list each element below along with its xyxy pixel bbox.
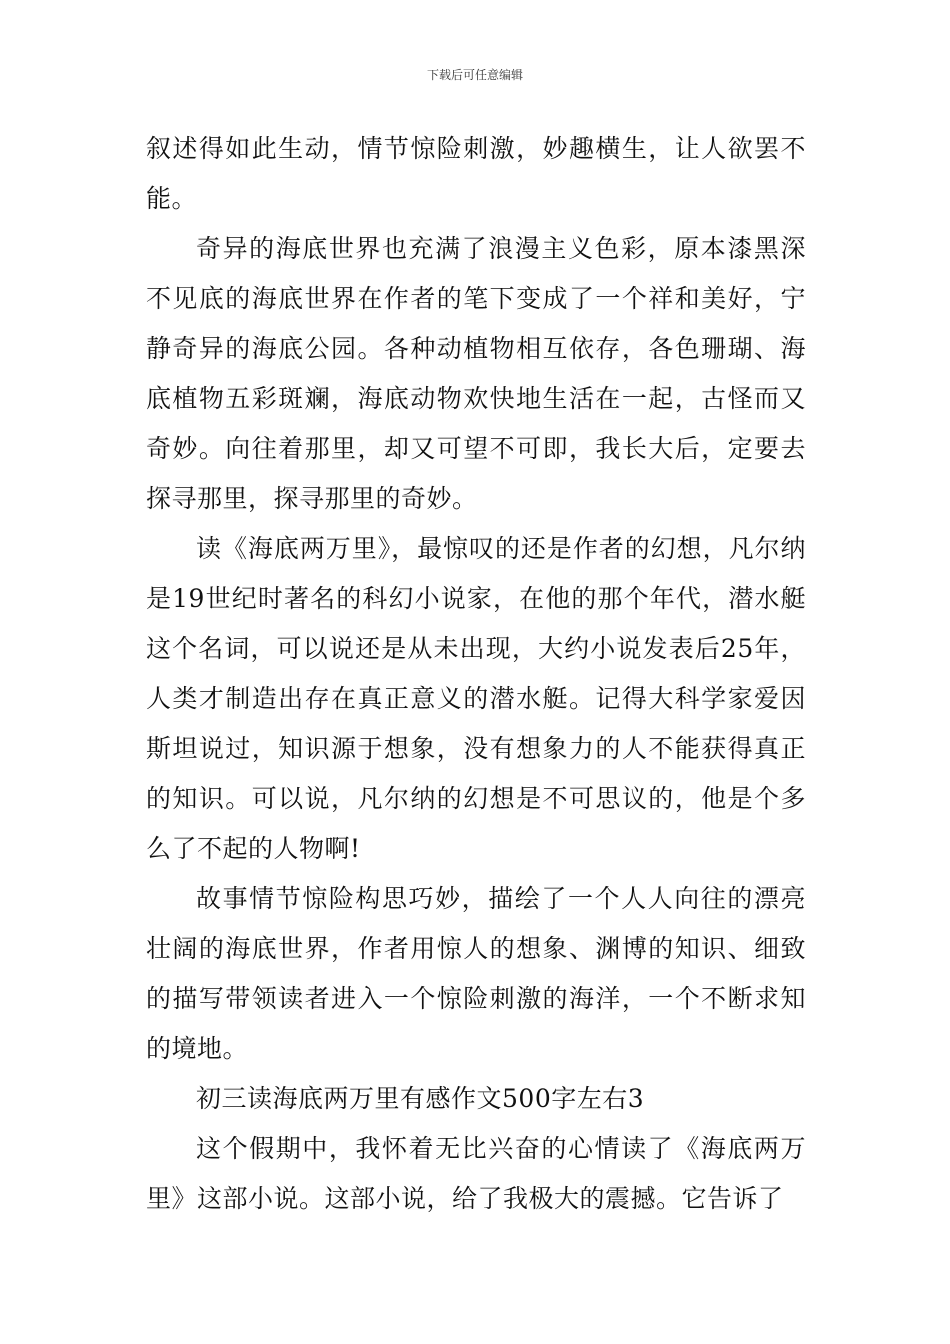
paragraph: 这个假期中，我怀着无比兴奋的心情读了《海底两万里》这部小说。这部小说，给了我极大的震撼。它告诉了	[146, 1134, 806, 1213]
page-header: 下载后可任意编辑	[426, 68, 523, 82]
document-body	[146, 124, 806, 1224]
paragraph: 故事情节惊险构思巧妙，描绘了一个人人向往的漂亮壮阔的海底世界，作者用惊人的想象、渊博的知识、细致的描写带领读者进入一个惊险刺激的海洋，一个不断求知的境地。	[146, 884, 806, 1063]
paragraph: 读《海底两万里》，最惊叹的还是作者的幻想，凡尔纳是19世纪时著名的科幻小说家，在他的那个年代，潜水艇这个名词，可以说还是从未出现，大约小说发表后25年，人类才制造出存在真正意义的潜水艇。记得大科学家爱因斯坦说过，知识源于想象，没有想象力的人不能获得真正的知识。可以说，凡尔纳的幻想是不可思议的，他是个多么了不起的人物啊!	[146, 534, 806, 863]
paragraph-continuation: 叙述得如此生动，情节惊险刺激，妙趣横生，让人欲罢不能。	[146, 134, 806, 213]
paragraph: 奇异的海底世界也充满了浪漫主义色彩，原本漆黑深不见底的海底世界在作者的笔下变成了一个祥和美好，宁静奇异的海底公园。各种动植物相互依存，各色珊瑚、海底植物五彩斑斓，海底动物欢快地生活在一起，古怪而又奇妙。向往着那里，却又可望不可即，我长大后，定要去探寻那里，探寻那里的奇妙。	[146, 234, 806, 513]
section-heading: 初三读海底两万里有感作文500字左右3	[196, 1084, 645, 1113]
